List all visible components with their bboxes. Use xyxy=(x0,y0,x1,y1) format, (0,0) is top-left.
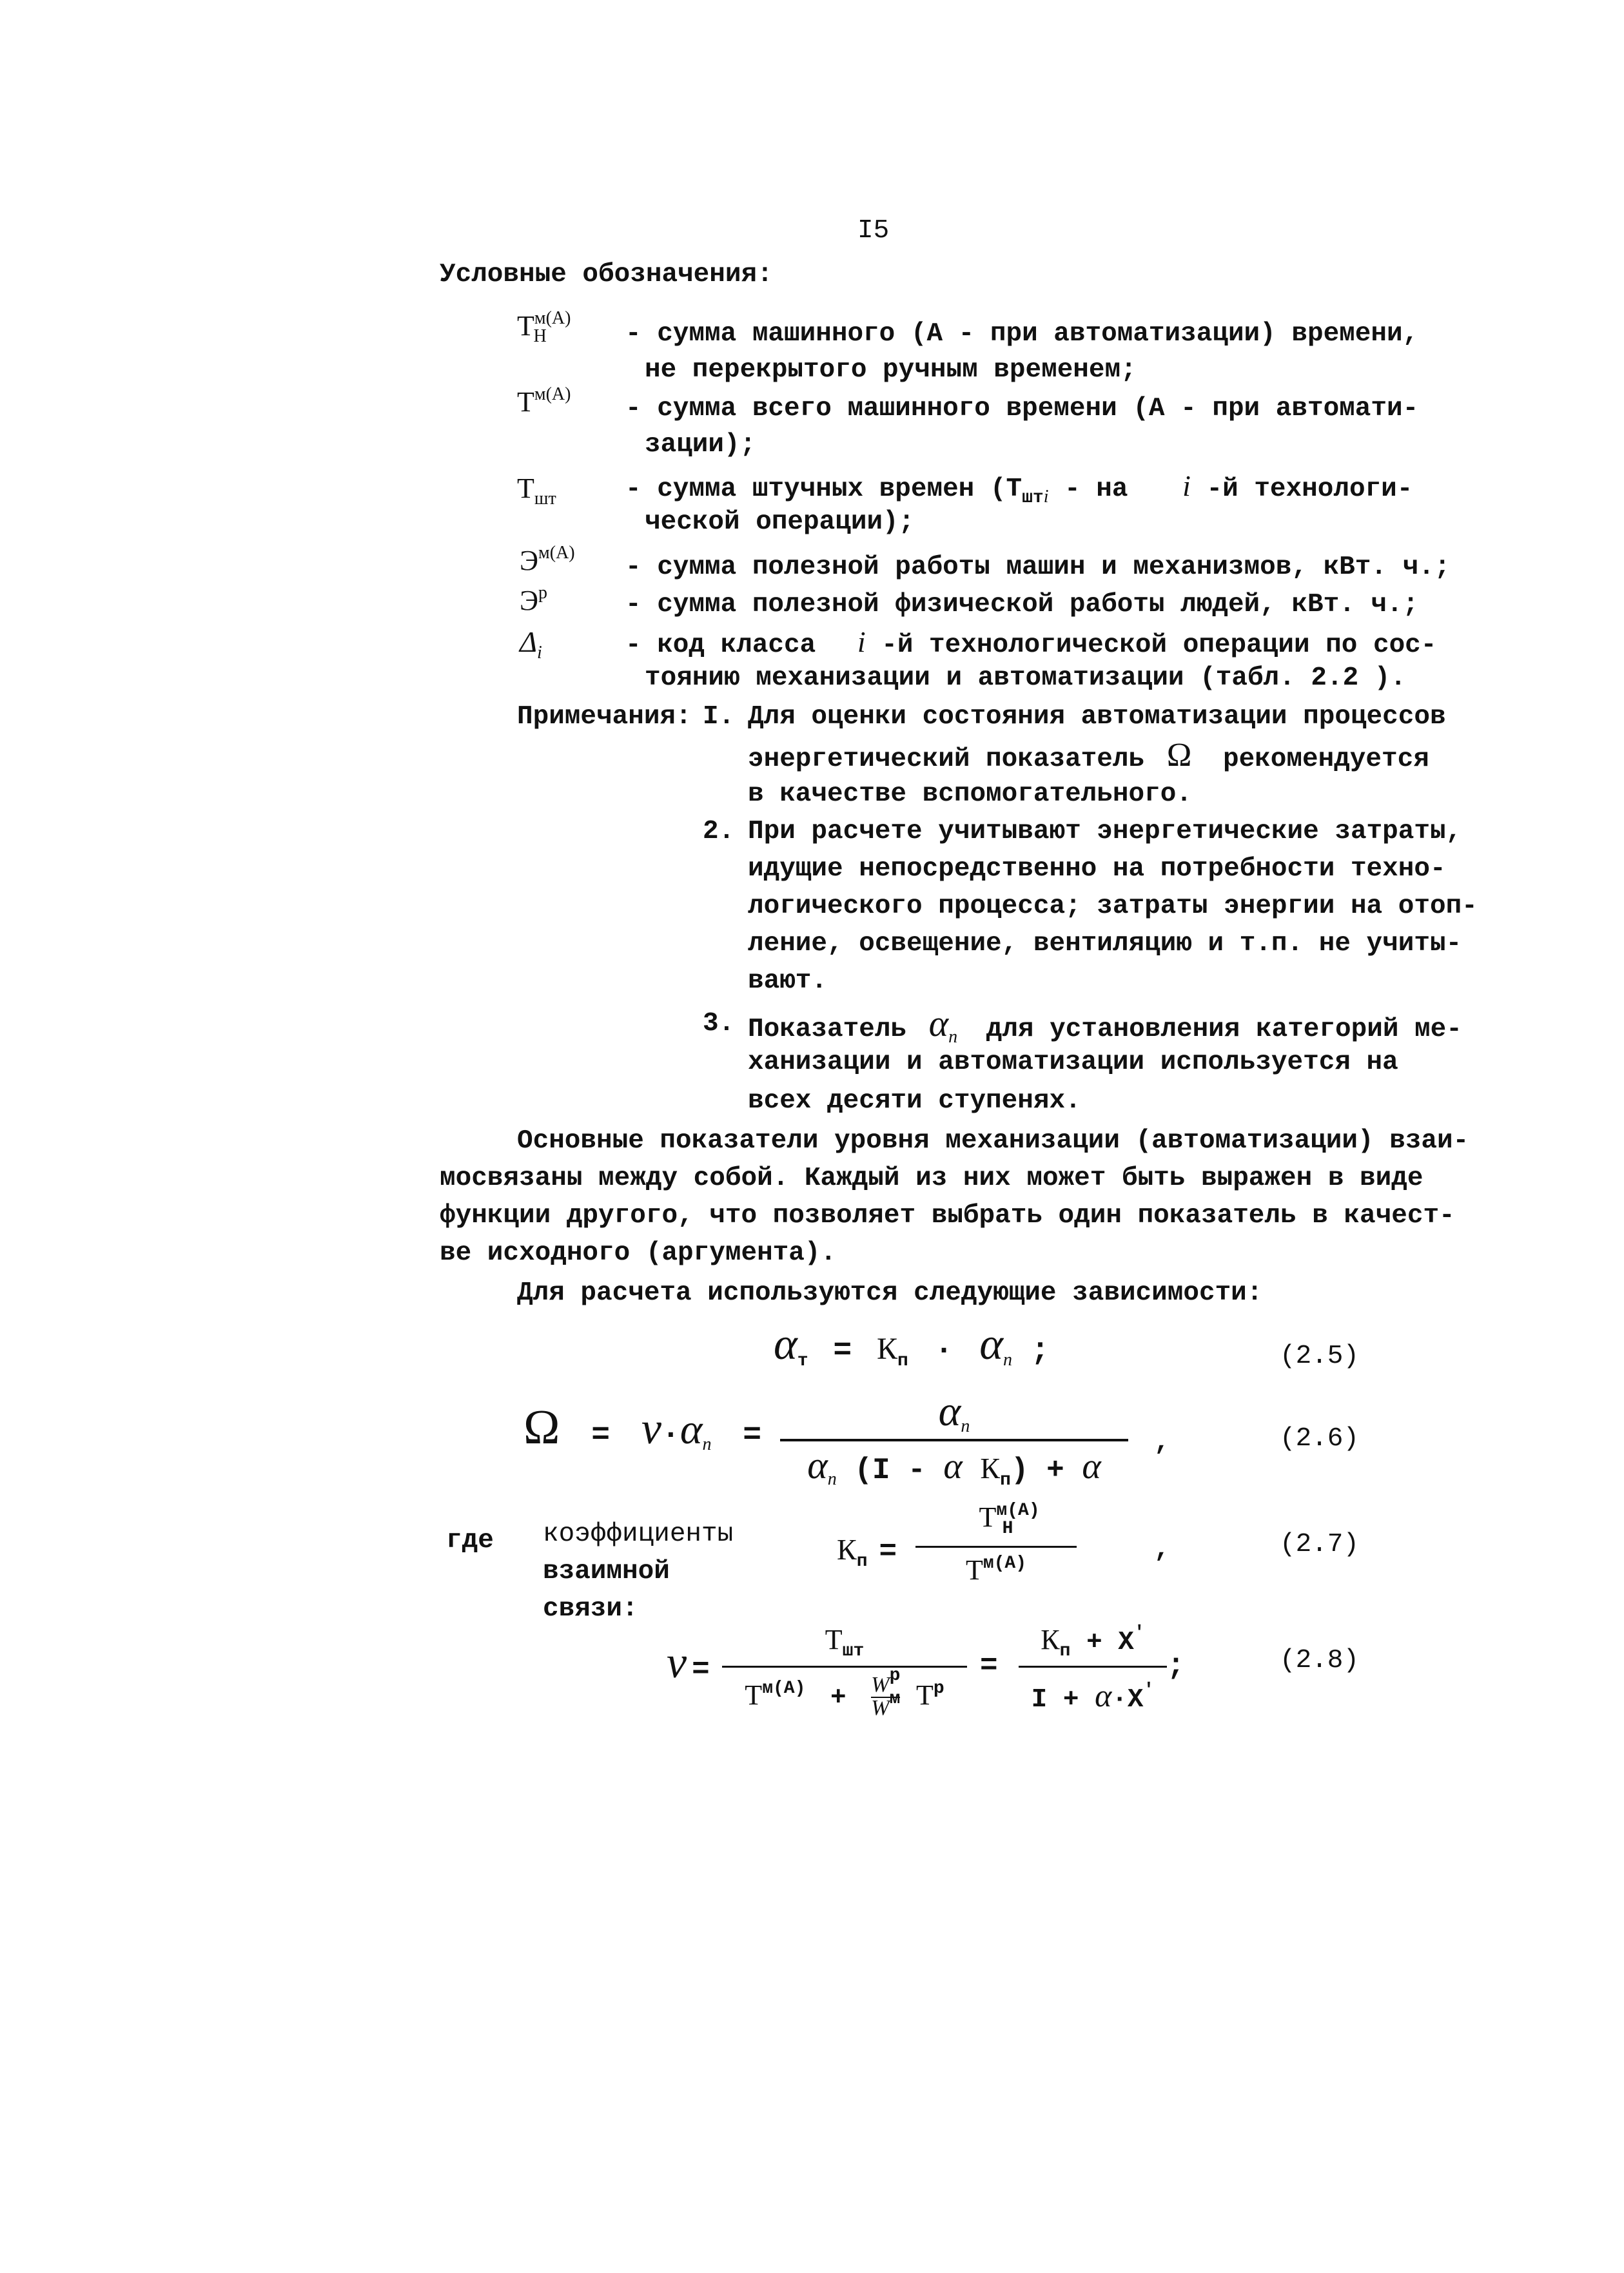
note-number: 2. xyxy=(703,817,735,846)
fraction-bar xyxy=(915,1546,1077,1548)
note-text: При расчете учитывают энергетические затраты, xyxy=(748,817,1462,846)
equation-body: $\alpha_т = К_п \cdot \alpha_п$ ; xyxy=(774,1320,1050,1371)
definition-text: - сумма штучных времен ($T_{штi}$ - на i -й технологи- xyxy=(625,469,1413,508)
definition-text: - сумма машинного (А - при автоматизации) времени, xyxy=(625,319,1419,349)
note-text: всех десяти ступенях. xyxy=(748,1086,1081,1116)
definition-text: тоянию механизации и автоматизации (табл. 2.2 ). xyxy=(645,663,1406,693)
note-text: Для оценки состояния автоматизации процессов xyxy=(748,702,1446,732)
fraction-bar xyxy=(722,1666,967,1668)
equation-number: (2.8) xyxy=(1280,1646,1360,1675)
definition-symbol: $T_{шт}$ xyxy=(517,473,556,509)
fraction xyxy=(1019,1618,1167,1728)
equals: = xyxy=(980,1649,998,1683)
paragraph-line: мосвязаны между собой. Каждый из них может быть выражен в виде xyxy=(440,1164,1423,1193)
notes-label: Примечания: xyxy=(517,702,692,732)
equation-lhs: ν = xyxy=(667,1638,710,1688)
equation-number: (2.7) xyxy=(1280,1530,1360,1559)
fraction xyxy=(780,1386,1128,1489)
equation-number: (2.6) xyxy=(1280,1424,1360,1454)
note-text: вают. xyxy=(748,966,828,996)
definition-text: зации); xyxy=(645,430,756,460)
paragraph-line: Основные показатели уровня механизации (автоматизации) взаи- xyxy=(517,1126,1469,1156)
denominator: $Т^{м(А)}$ xyxy=(965,1554,1027,1586)
definition-text: - сумма всего машинного времени (А - при автомати- xyxy=(625,394,1419,424)
comma: , xyxy=(1154,1428,1170,1458)
note-number: I. xyxy=(703,702,735,732)
denominator: $Т^{м(А)} + W^р$ $W^м$ $Т^р$ xyxy=(745,1666,944,1721)
numerator: $\alpha_п$ xyxy=(938,1388,970,1436)
definition-text: ческой операции); xyxy=(645,507,915,537)
equation-lhs: $К_п$ = xyxy=(837,1533,897,1572)
denominator: $\alpha_п$ (I - α $К_п) + \alpha$ xyxy=(807,1444,1101,1490)
comma: , xyxy=(1154,1535,1170,1565)
fraction xyxy=(722,1618,967,1728)
paragraph-line: ве исходного (аргумента). xyxy=(440,1238,837,1268)
where-label: где xyxy=(446,1526,494,1556)
equation-lhs: $\Omega = \nu\cdot\alpha_п$ = xyxy=(523,1400,762,1454)
denominator: I + α·X′ xyxy=(1031,1677,1155,1715)
fraction-bar xyxy=(780,1439,1128,1441)
note-text: ханизации и автоматизации используется на xyxy=(748,1048,1398,1077)
w-ratio: $W^р$ $W^м$ xyxy=(871,1666,901,1721)
note-text: ление, освещение, вентиляцию и т.п. не учиты- xyxy=(748,929,1462,959)
note-text: Показатель $\alpha_п$ для установления категорий ме- xyxy=(748,1002,1462,1047)
fraction xyxy=(915,1496,1077,1592)
paragraph-line: функции другого, что позволяет выбрать один показатель в качест- xyxy=(440,1201,1455,1231)
definition-symbol: $T^{м(А)}$ xyxy=(517,384,571,418)
definition-symbol: $T^{м(А)}_Н$ xyxy=(517,308,571,346)
definition-text: - код класса i -й технологической операции по сос- xyxy=(625,625,1437,660)
definition-symbol: $Э^{м(А)}$ xyxy=(520,543,575,576)
note-text: в качестве вспомогательного. xyxy=(748,779,1192,809)
definition-text: - сумма полезной работы машин и механизмов, кВт. ч.; xyxy=(625,552,1451,582)
fraction-bar xyxy=(1019,1666,1167,1668)
numerator: $К_п + X'$ xyxy=(1041,1623,1145,1661)
note-text: энергетический показатель Ω рекомендуется xyxy=(748,737,1429,774)
definition-text: не перекрытого ручным временем; xyxy=(645,355,1137,385)
numerator: $Т^{м(А)}_Н$ xyxy=(979,1501,1040,1539)
note-text: идущие непосредственно на потребности техно- xyxy=(748,854,1446,884)
legend-heading: Условные обозначения: xyxy=(440,260,773,289)
equation-number: (2.5) xyxy=(1280,1341,1360,1371)
note-number: 3. xyxy=(703,1009,735,1039)
note-text: логического процесса; затраты энергии на отоп- xyxy=(748,892,1478,921)
definition-symbol: $\Delta_i$ xyxy=(520,625,542,663)
caption-line: связи: xyxy=(543,1594,638,1624)
definition-symbol: $Э^р$ xyxy=(520,583,548,616)
caption-line: взаимной xyxy=(543,1557,670,1586)
caption-line: коэффициенты xyxy=(543,1519,734,1549)
formulas-intro: Для расчета используются следующие зависимости: xyxy=(517,1278,1263,1308)
definition-text: - сумма полезной физической работы людей, кВт. ч.; xyxy=(625,590,1419,619)
semicolon: ; xyxy=(1167,1649,1185,1683)
page-number: I5 xyxy=(857,216,890,246)
numerator: $Т_{шт}$ xyxy=(825,1624,865,1661)
